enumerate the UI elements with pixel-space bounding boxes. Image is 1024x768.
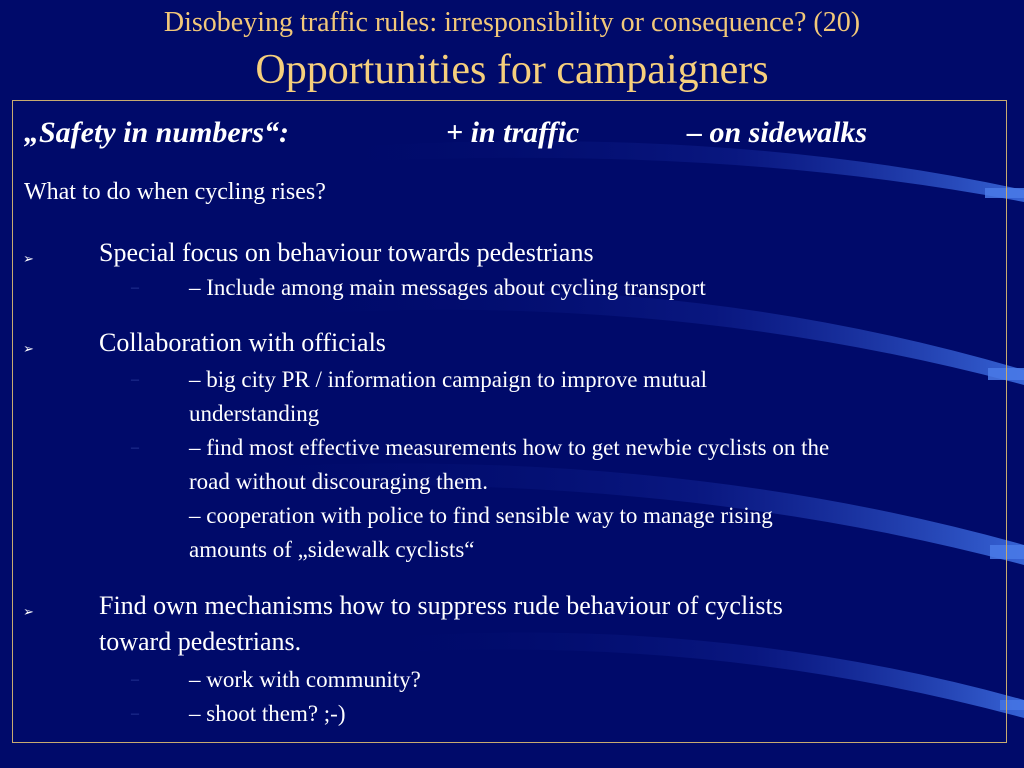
sub-dash-icon: –	[131, 705, 139, 722]
sub-dash-icon: –	[131, 671, 139, 688]
headline-traffic: + in traffic	[446, 116, 580, 149]
bullet-arrow-icon: ➢	[23, 604, 34, 619]
bullet-2-sub-3: – cooperation with police to find sensible way to manage rising	[189, 503, 773, 528]
intro-question: What to do when cycling rises?	[24, 179, 326, 205]
bullet-1-sub-1: – Include among main messages about cycling transport	[189, 275, 706, 300]
slide-subtitle: Disobeying traffic rules: irresponsibility or consequence? (20)	[163, 7, 861, 38]
bullet-3-sub-2: – shoot them? ;-)	[189, 701, 346, 726]
bullet-2-sub-1-cont: understanding	[189, 401, 320, 426]
bullet-3-sub-1: – work with community?	[189, 667, 421, 692]
bullet-1-text: Special focus on behaviour towards pedestrians	[99, 238, 594, 267]
headline-sidewalks: – on sidewalks	[687, 116, 868, 149]
bullet-arrow-icon: ➢	[23, 341, 34, 356]
bullet-3-text: Find own mechanisms how to suppress rude behaviour of cyclists	[99, 591, 783, 620]
sub-dash-icon: –	[131, 439, 139, 456]
bullet-2-text: Collaboration with officials	[99, 328, 386, 357]
sub-dash-icon: –	[131, 371, 139, 388]
sub-dash-icon: –	[131, 279, 139, 296]
bullet-3-text-cont: toward pedestrians.	[99, 627, 302, 656]
bullet-2-sub-2: – find most effective measurements how to get newbie cyclists on the	[189, 435, 830, 460]
bullet-arrow-icon: ➢	[23, 251, 34, 266]
content-box	[12, 100, 1007, 743]
bullet-2-sub-1: – big city PR / information campaign to improve mutual	[189, 367, 708, 392]
bullet-2-sub-3-cont: amounts of „sidewalk cyclists“	[189, 537, 475, 562]
bullet-2-sub-2-cont: road without discouraging them.	[189, 469, 488, 494]
headline-safety: „Safety in numbers“:	[24, 116, 290, 149]
slide-title: Opportunities for campaigners	[255, 47, 769, 93]
